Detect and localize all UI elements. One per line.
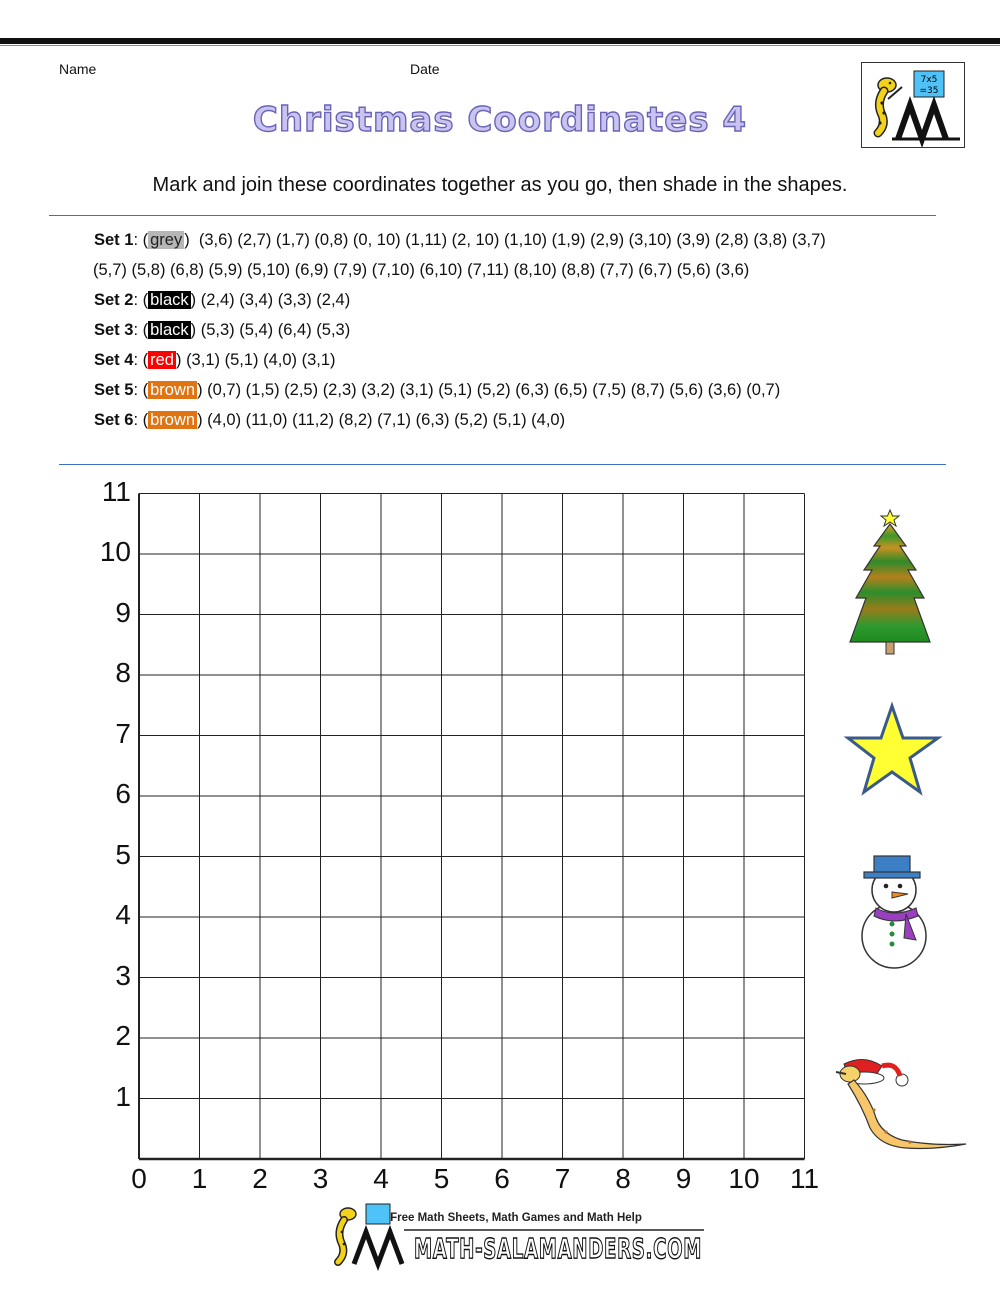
star-icon (846, 702, 942, 798)
set-2-coords: (2,4) (3,4) (3,3) (2,4) (200, 291, 351, 309)
y-tick-label: 2 (115, 1020, 131, 1051)
y-tick-label: 9 (115, 596, 131, 628)
logo-badge-top: 7x5 (920, 75, 938, 85)
logo-badge-bottom: =35 (919, 86, 939, 96)
x-tick-label: 10 (728, 1163, 760, 1194)
set-5-label: Set 5 (94, 381, 134, 399)
y-tick-label: 11 (101, 475, 131, 507)
date-label: Date (410, 61, 440, 77)
set-3-row: Set 3: ( black ) (5,3) (5,4) (6,4) (5,3) (94, 321, 351, 339)
x-tick-label: 8 (615, 1163, 631, 1194)
x-tick-label: 0 (131, 1163, 147, 1194)
set-5-coords: (0,7) (1,5) (2,5) (2,3) (3,2) (3,1) (5,1) (5,2) (6,3) (6,5) (7,5) (8,7) (5,6) (3,6) (0,7) (207, 381, 781, 399)
snowman-icon (856, 850, 936, 972)
y-tick-label: 7 (115, 717, 131, 749)
x-tick-label: 2 (252, 1163, 268, 1194)
x-tick-label: 4 (373, 1163, 389, 1194)
set-2-row: Set 2: ( black ) (2,4) (3,4) (3,3) (2,4) (94, 291, 351, 309)
set-5-color-chip: brown (150, 381, 196, 399)
name-label: Name (59, 61, 97, 77)
set-3-color-chip: black (150, 321, 189, 339)
page-title: Christmas Coordinates 4 (252, 100, 748, 140)
x-tick-label: 9 (675, 1163, 692, 1194)
salamander-santa-hat-icon (830, 1048, 970, 1156)
set-4-row: Set 4: ( red ) (3,1) (5,1) (4,0) (3,1) (94, 351, 336, 369)
y-tick-label: 4 (115, 899, 131, 930)
x-tick-label: 11 (789, 1163, 820, 1194)
set-2-label: Set 2 (94, 291, 134, 309)
y-tick-label: 5 (115, 838, 131, 870)
set-6-coords: (4,0) (11,0) (11,2) (8,2) (7,1) (6,3) (5,2) (5,1) (4,0) (207, 411, 566, 429)
footer-salamander-icon (338, 1208, 356, 1262)
y-tick-label: 8 (115, 657, 131, 688)
set-6-label: Set 6 (94, 411, 134, 429)
set-5-row: Set 5: ( brown ) (0,7) (1,5) (2,5) (2,3) (3,2) (3,1) (5,1) (5,2) (6,3) (6,5) (7,5) (8,7) (5,6) (3,6) (0,7) (94, 381, 781, 399)
y-tick-label: 6 (115, 778, 131, 809)
set-1-label: Set 1 (94, 231, 134, 249)
footer-logo (326, 1200, 706, 1270)
footer-site-name: MATH-SALAMANDERS.COM (414, 1232, 702, 1265)
footer-tagline: Free Math Sheets, Math Games and Math Help (390, 1212, 642, 1224)
set-1-coords: (3,6) (2,7) (1,7) (0,8) (0, 10) (1,11) (2, 10) (1,10) (1,9) (2,9) (3,10) (3,9) (2,8) (3,8) (3,7) (198, 231, 826, 249)
y-tick-label: 1 (115, 1080, 131, 1112)
x-tick-label: 1 (191, 1163, 208, 1194)
x-tick-label: 7 (554, 1163, 571, 1194)
x-tick-label: 5 (433, 1163, 450, 1194)
x-tick-label: 3 (312, 1163, 329, 1194)
instructions-text: Mark and join these coordinates together as you go, then shade in the shapes. (152, 174, 848, 196)
set-4-label: Set 4 (94, 351, 134, 369)
y-tick-label: 3 (115, 959, 131, 991)
set-1-row: Set 1: ( grey ) (3,6) (2,7) (1,7) (0,8) (0, 10) (1,11) (2, 10) (1,10) (1,9) (2,9) (3,10) (3,9) (2,8) (3,8) (3,7) (94, 231, 826, 249)
x-tick-label: 6 (494, 1163, 510, 1194)
christmas-tree-icon (846, 506, 936, 658)
set-1-color-chip: grey (150, 231, 183, 249)
set-4-coords: (3,1) (5,1) (4,0) (3,1) (186, 351, 336, 369)
set-3-coords: (5,3) (5,4) (6,4) (5,3) (200, 321, 351, 339)
set-6-color-chip: brown (150, 411, 196, 429)
set-4-color-chip: red (150, 351, 174, 369)
y-tick-label: 10 (99, 536, 131, 567)
set-1-coords-2: (5,7) (5,8) (6,8) (5,9) (5,10) (6,9) (7,9) (7,10) (6,10) (7,11) (8,10) (8,8) (7,7) (6,7) (5,6) (3,6) (93, 261, 750, 279)
set-3-label: Set 3 (94, 321, 134, 339)
set-2-color-chip: black (150, 291, 189, 309)
set-6-row: Set 6: ( brown ) (4,0) (11,0) (11,2) (8,2) (7,1) (6,3) (5,2) (5,1) (4,0) (94, 411, 566, 429)
